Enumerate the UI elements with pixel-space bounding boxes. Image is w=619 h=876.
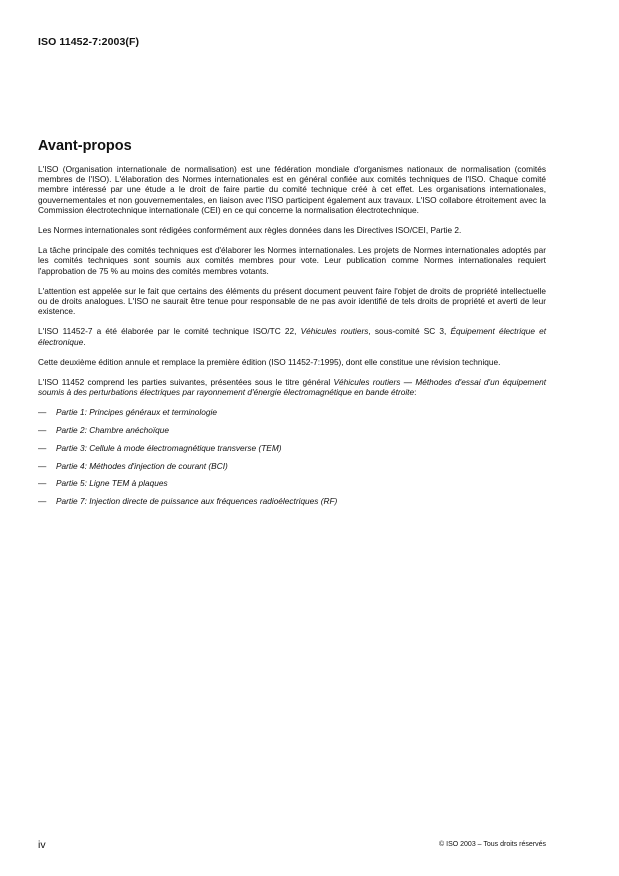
list-item-text: Partie 7: Injection directe de puissance aux fréquences radioélectriques (RF) — [56, 495, 338, 506]
dash-bullet: — — [38, 425, 47, 436]
paragraph-7-text-c: : — [414, 387, 417, 398]
paragraph-3: La tâche principale des comités techniques est d'élaborer les Normes internationales. Les projets de Normes internationales adoptés par les comités techniques sont soumis aux comités membres pour vote. Leur publication comme Normes internationales requiert l'approbation de 75 % au moins des comités membres votants. — [38, 245, 546, 276]
paragraph-5-text-a: L'ISO 11452-7 a été élaborée par le comité technique ISO/TC 22, — [38, 326, 301, 337]
page-number: iv — [38, 839, 46, 851]
copyright-notice: © ISO 2003 – Tous droits réservés — [439, 841, 546, 848]
list-item — [38, 461, 546, 471]
paragraph-6: Cette deuxième édition annule et remplace la première édition (ISO 11452-7:1995), dont elle constitue une révision technique. — [38, 356, 501, 367]
list-item-text: Partie 2: Chambre anéchoïque — [56, 425, 170, 436]
dash-bullet: — — [38, 407, 47, 418]
list-item — [38, 496, 546, 506]
paragraph-5 — [38, 326, 546, 346]
list-item-text: Partie 1: Principes généraux et terminologie — [56, 407, 217, 418]
list-item-text: Partie 5: Ligne TEM à plaques — [56, 478, 168, 489]
paragraph-5-committee-title: Véhicules routiers — [300, 326, 369, 337]
document-id: ISO 11452-7:2003(F) — [38, 36, 140, 48]
paragraph-2: Les Normes internationales sont rédigées conformément aux règles données dans les Directives ISO/CEI, Partie 2. — [38, 225, 462, 236]
paragraph-7 — [38, 377, 546, 397]
paragraph-7-general-title: Véhicules routiers — Méthodes d'essai d'un équipement soumis à des perturbations électriques par rayonnement d'énergie électromagnétique en bande étroite — [38, 377, 546, 398]
parts-list — [38, 407, 546, 506]
dash-bullet: — — [38, 495, 47, 506]
paragraph-5-subcommittee-title: Équipement électrique et électronique — [38, 326, 547, 347]
paragraph-7-text-a: L'ISO 11452 comprend les parties suivantes, présentées sous le titre général — [38, 377, 334, 388]
paragraph-4: L'attention est appelée sur le fait que certains des éléments du présent document peuvent faire l'objet de droits de propriété intellectuelle ou de droits analogues. L'ISO ne saurait être tenue pour responsable de ne pas avoir identifié de tels droits de propriété et averti de leur existence. — [38, 285, 546, 317]
list-item — [38, 407, 546, 417]
section-title: Avant-propos — [38, 138, 132, 154]
page-content — [38, 138, 546, 514]
dash-bullet: — — [38, 478, 47, 489]
list-item — [38, 425, 546, 435]
list-item — [38, 443, 546, 453]
paragraph-5-text-c: , sous-comité SC 3, — [368, 326, 451, 337]
list-item-text: Partie 3: Cellule à mode électromagnétique transverse (TEM) — [56, 442, 282, 453]
paragraph-5-text-e: . — [83, 336, 86, 347]
dash-bullet: — — [38, 442, 47, 453]
list-item — [38, 478, 546, 488]
dash-bullet: — — [38, 460, 47, 471]
paragraph-1: L'ISO (Organisation internationale de normalisation) est une fédération mondiale d'organismes nationaux de normalisation (comités membres de l'ISO). L'élaboration des Normes internationales est en général confiée aux comités techniques de l'ISO. Chaque comité membre intéressé par une étude a le droit de faire partie du comité technique créé à cet effet. Les organisations internationales, gouvernementales et non gouvernementales, en liaison avec l'ISO participent également aux travaux. L'ISO collabore étroitement avec la Commission électrotechnique internationale (CEI) en ce qui concerne la normalisation électrotechnique. — [38, 164, 546, 215]
list-item-text: Partie 4: Méthodes d'injection de courant (BCI) — [56, 460, 228, 471]
